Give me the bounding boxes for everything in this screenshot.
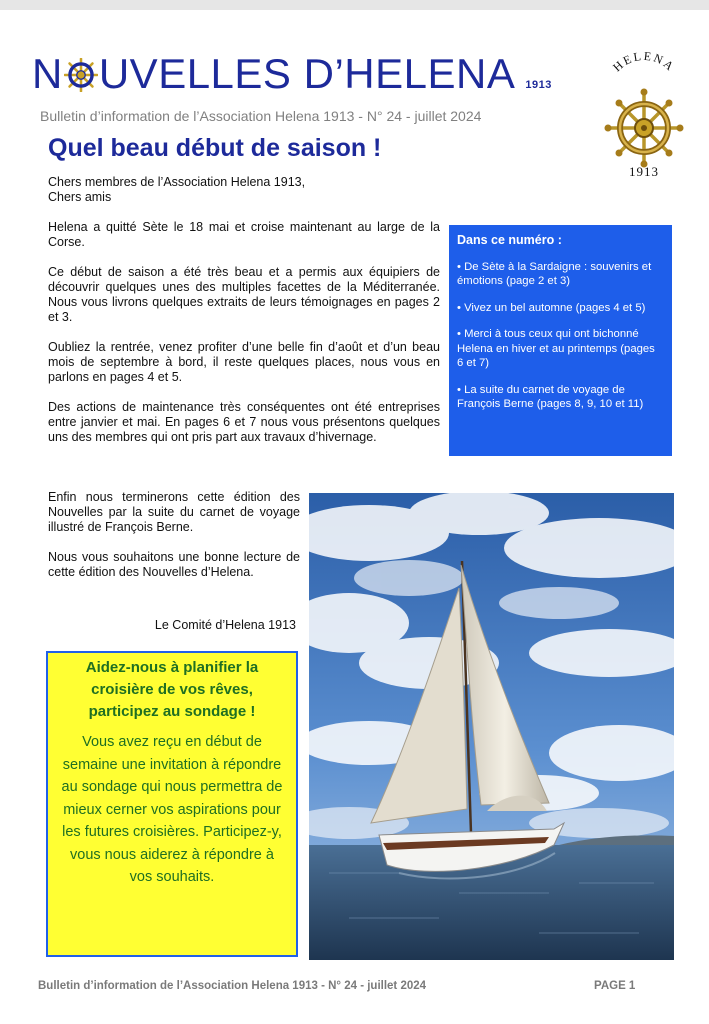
- toc-item: • Vivez un bel automne (pages 4 et 5): [457, 301, 646, 314]
- greeting-line-1: Chers membres de l’Association Helena 1913,: [48, 175, 306, 189]
- logo-arc-text: HELENA: [610, 52, 678, 75]
- article-body-lower: [48, 490, 300, 595]
- bulletin-subtitle: Bulletin d’information de l’Association Helena 1913 - N° 24 - juillet 2024: [40, 108, 482, 124]
- greeting-line-2: Chers amis: [48, 190, 112, 204]
- ship-wheel-icon: [64, 54, 98, 88]
- callout-title: Aidez-nous à planifier la croisière de vos rêves, participez au sondage !: [85, 659, 259, 720]
- table-of-contents: [449, 225, 672, 456]
- sailboat-photo: [309, 493, 674, 960]
- toc-item: • De Sète à la Sardaigne : souvenirs et émotions (page 2 et 3): [457, 260, 652, 287]
- article-paragraph: Helena a quitté Sète le 18 mai et croise maintenant au large de la Corse.: [48, 220, 440, 249]
- toc-title: Dans ce numéro :: [457, 233, 562, 247]
- toc-item: • Merci à tous ceux qui ont bichonné Helena en hiver et au printemps (pages 6 et 7): [457, 328, 655, 369]
- article-paragraph: Des actions de maintenance très conséquentes ont été entreprises entre janvier et mai. En pages 6 et 7 nous vous présentons quelques uns des membres qui ont pris part aux travaux d’hivernage.: [48, 400, 440, 444]
- article-paragraph: Nous vous souhaitons une bonne lecture de cette édition des Nouvelles d’Helena.: [48, 550, 300, 579]
- survey-callout: [46, 651, 298, 957]
- page-number: PAGE 1: [594, 980, 636, 992]
- signature: Le Comité d’Helena 1913: [154, 618, 296, 632]
- logo-year: 1913: [629, 164, 659, 179]
- toc-item: • La suite du carnet de voyage de François Berne (pages 8, 9, 10 et 11): [457, 383, 644, 410]
- footer-text: Bulletin d’information de l’Association Helena 1913 - N° 24 - juillet 2024: [38, 980, 427, 992]
- newsletter-title: [32, 50, 552, 100]
- title-prefix: N: [32, 50, 63, 97]
- title-suffix: UVELLES D’HELENA: [98, 50, 516, 97]
- title-year: 1913: [525, 79, 552, 91]
- helena-logo: [600, 52, 688, 184]
- greeting: [48, 175, 440, 205]
- article-paragraph: Ce début de saison a été très beau et a permis aux équipiers de découvrir quelques unes des multiples facettes de la Méditerranée. Nous vous livrons quelques extraits de leurs témoignages en pages 2 et 3.: [48, 265, 440, 324]
- article-paragraph: Enfin nous terminerons cette édition des Nouvelles par la suite du carnet de voyage illustré de François Berne.: [48, 490, 300, 534]
- logo-wheel-icon: [605, 89, 684, 168]
- article-body: [48, 175, 440, 460]
- top-bar: [0, 0, 709, 10]
- callout-text: Vous avez reçu en début de semaine une invitation à répondre au sondage qui nous permettra de mieux cerner vos aspirations pour les futures croisières. Participez-y, vous nous aiderez à répondre à vos souhaits.: [61, 734, 283, 885]
- article-headline: Quel beau début de saison !: [48, 134, 382, 162]
- article-paragraph: Oubliez la rentrée, venez profiter d’une belle fin d’août et d’un beau mois de septembre à bord, il reste quelques places, nous vous en parlons en pages 4 et 5.: [48, 340, 440, 384]
